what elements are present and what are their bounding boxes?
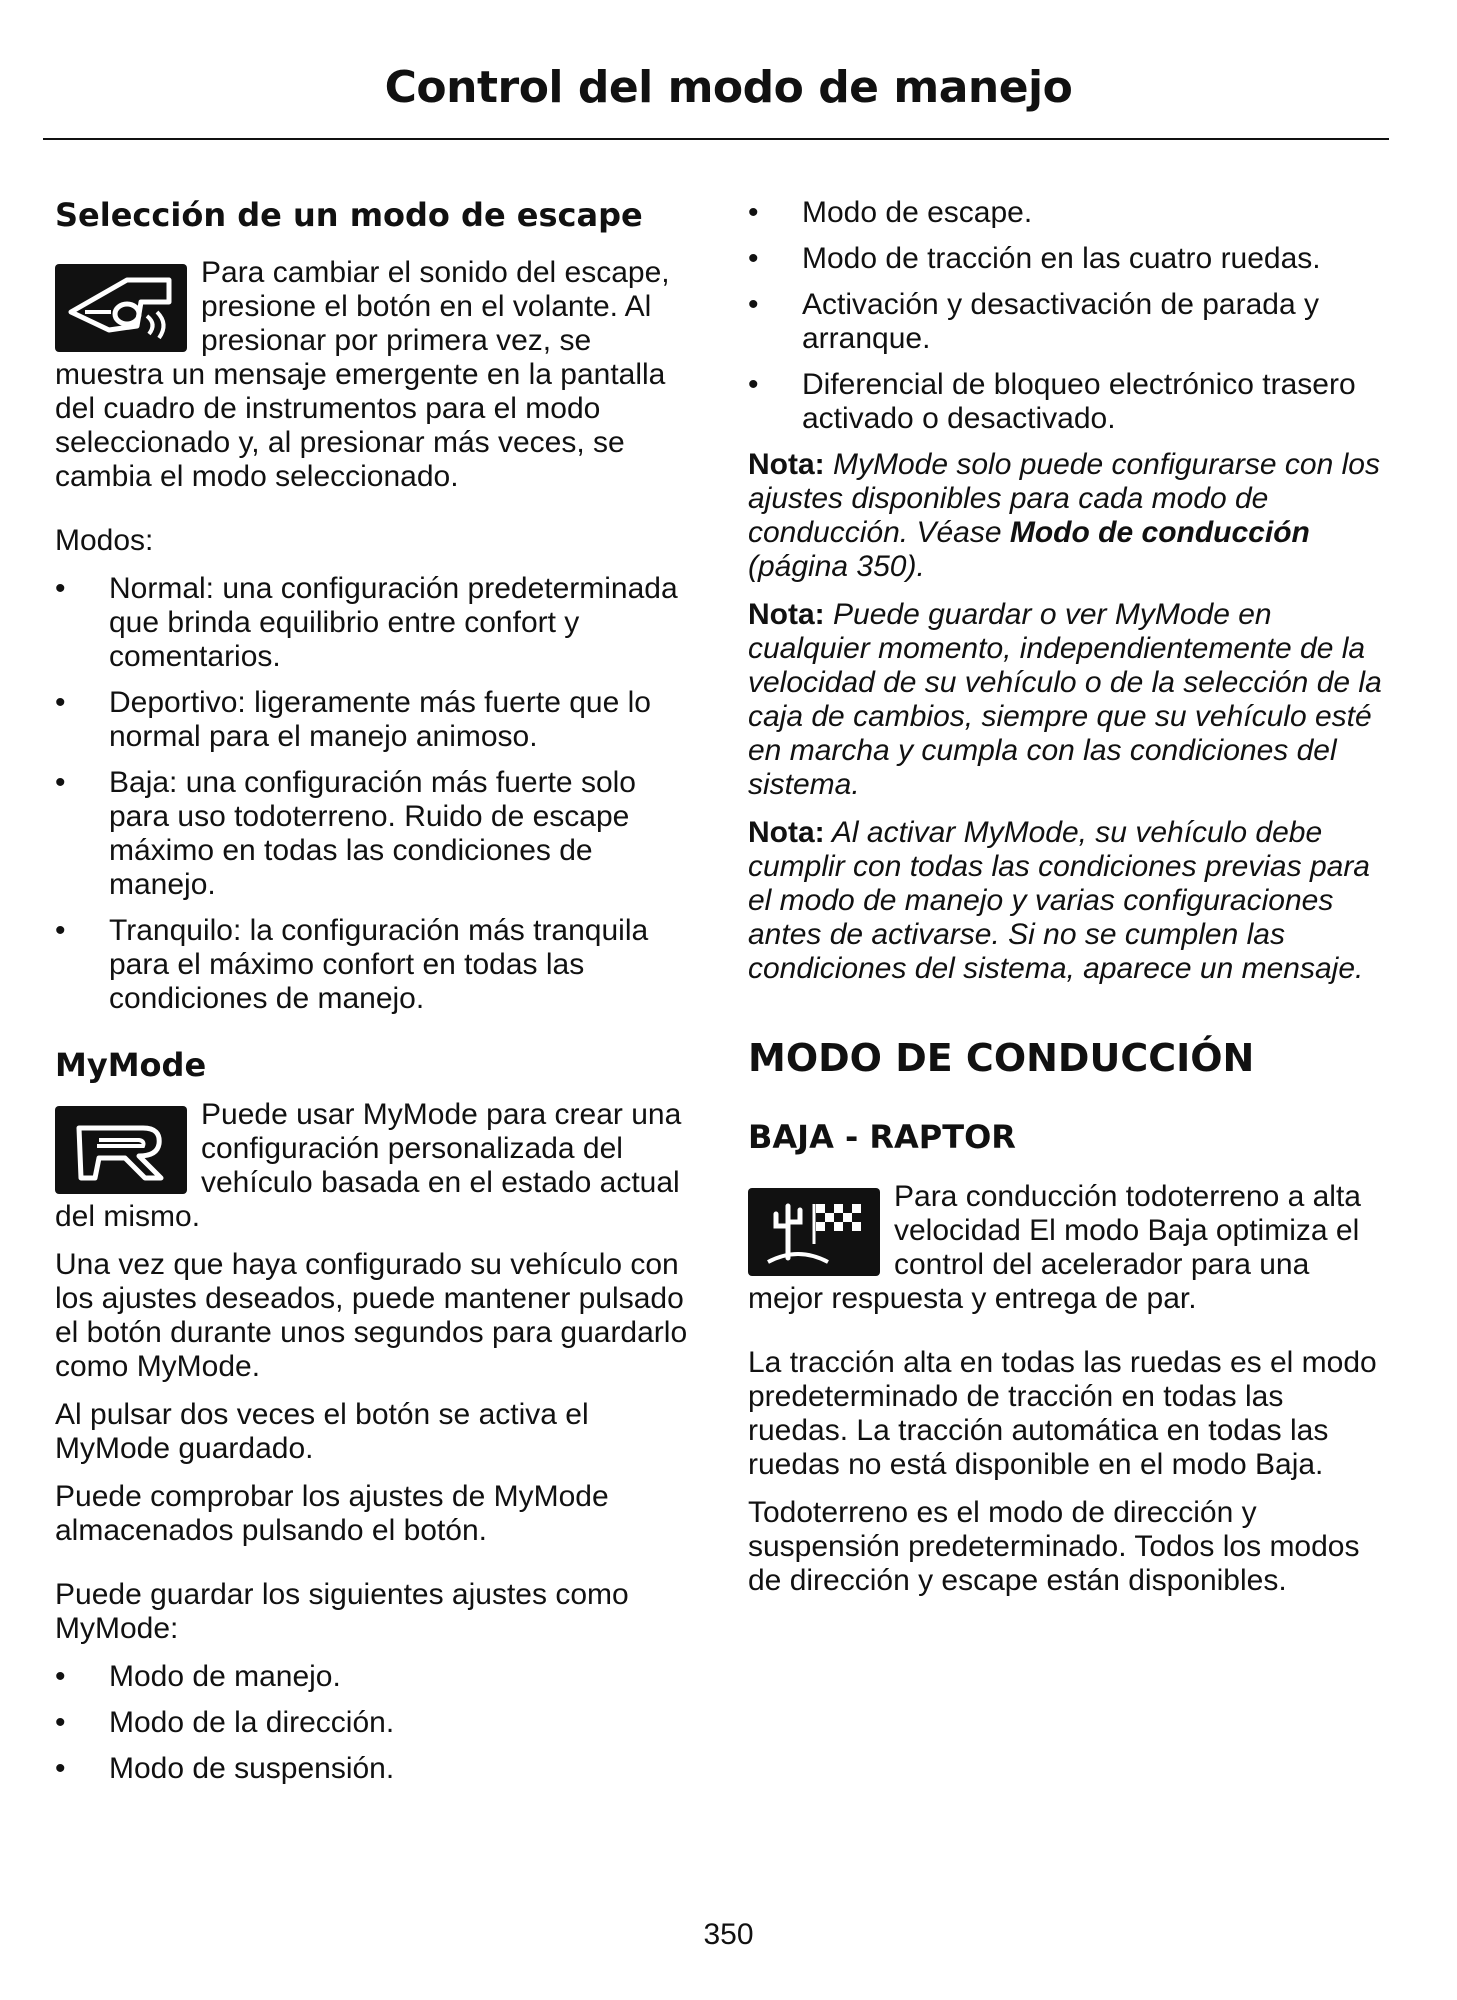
exhaust-modes-list [55, 572, 695, 1016]
baja-intro-text: Para conducción todoterreno a alta velocidad El modo Baja optimiza el control del acelerador para una mejor respuesta y entrega de par. [748, 1180, 1361, 1315]
mymode-paragraph: Una vez que haya configurado su vehículo con los ajustes deseados, puede mantener pulsado el botón durante unos segundos para guardarlo como MyMode. [55, 1248, 688, 1383]
mymode-settings-list [55, 1660, 695, 1786]
cross-reference: Modo de conducción [1009, 516, 1310, 549]
list-item: • Modo de suspensión. [55, 1752, 395, 1785]
exhaust-intro-block [55, 256, 695, 494]
list-item: • Modo de escape. [748, 196, 1033, 229]
list-item: • Modo de la dirección. [55, 1706, 395, 1739]
note: Nota: Al activar MyMode, su vehículo debe cumplir con todas las condiciones previas para el modo de manejo y varias configuraciones antes de activarse. Si no se cumplen las condiciones del sistema, aparece un mensaje. [748, 816, 1370, 985]
mymode-paragraph: Puede comprobar los ajustes de MyMode almacenados pulsando el botón. [55, 1480, 609, 1547]
note: Nota: Puede guardar o ver MyMode en cualquier momento, independientemente de la velocidad de su vehículo o de la selección de la caja de cambios, siempre que su vehículo esté en marcha y cumpla con las condiciones del sistema. [748, 598, 1382, 801]
mymode-heading: MyMode [55, 1046, 207, 1084]
raptor-r-icon [55, 1106, 187, 1194]
list-item: • Deportivo: ligeramente más fuerte que lo normal para el manejo animoso. [55, 686, 651, 753]
list-item: • Modo de manejo. [55, 1660, 341, 1693]
left-column [55, 196, 695, 1798]
mymode-paragraph: Al pulsar dos veces el botón se activa el MyMode guardado. [55, 1398, 589, 1465]
exhaust-mode-heading: Selección de un modo de escape [55, 196, 643, 234]
drive-mode-heading: MODO DE CONDUCCIÓN [748, 1036, 1255, 1080]
mymode-settings-list-continued [748, 196, 1388, 436]
list-item: • Tranquilo: la configuración más tranquila para el máximo confort en todas las condiciones de manejo. [55, 914, 649, 1015]
page-number: 350 [703, 1918, 754, 1951]
title-divider [43, 138, 1389, 140]
right-column [748, 196, 1388, 1598]
exhaust-sound-icon [55, 264, 187, 352]
modes-label: Modos: [55, 524, 154, 557]
baja-paragraph: La tracción alta en todas las ruedas es el modo predeterminado de tracción en todas las ruedas. La tracción automática en todas las ruedas no está disponible en el modo Baja. [748, 1346, 1377, 1481]
page-title: Control del modo de manejo [384, 62, 1073, 113]
baja-raptor-heading: BAJA - RAPTOR [748, 1118, 1016, 1156]
list-item: • Activación y desactivación de parada y arranque. [748, 288, 1319, 355]
list-item: • Baja: una configuración más fuerte solo para uso todoterreno. Ruido de escape máximo en todas las condiciones de manejo. [55, 766, 636, 901]
mymode-intro-block [55, 1098, 695, 1234]
exhaust-intro-text: Para cambiar el sonido del escape, presione el botón en el volante. Al presionar por primera vez, se muestra un mensaje emergente en la pantalla del cuadro de instrumentos para el modo seleccionado y, al presionar más veces, se cambia el modo seleccionado. [55, 256, 670, 493]
baja-paragraph: Todoterreno es el modo de dirección y suspensión predeterminado. Todos los modos de dirección y escape están disponibles. [748, 1496, 1360, 1597]
list-item: • Normal: una configuración predeterminada que brinda equilibrio entre confort y comentarios. [55, 572, 678, 673]
baja-desert-flag-icon [748, 1188, 880, 1276]
mymode-settings-label: Puede guardar los siguientes ajustes como MyMode: [55, 1578, 629, 1645]
list-item: • Diferencial de bloqueo electrónico trasero activado o desactivado. [748, 368, 1356, 435]
baja-intro-block [748, 1180, 1388, 1316]
mymode-intro-text: Puede usar MyMode para crear una configuración personalizada del vehículo basada en el estado actual del mismo. [55, 1098, 682, 1233]
note: Nota: MyMode solo puede configurarse con los ajustes disponibles para cada modo de conducción. Véase Modo de conducción (página 350). [748, 448, 1380, 583]
list-item: • Modo de tracción en las cuatro ruedas. [748, 242, 1321, 275]
